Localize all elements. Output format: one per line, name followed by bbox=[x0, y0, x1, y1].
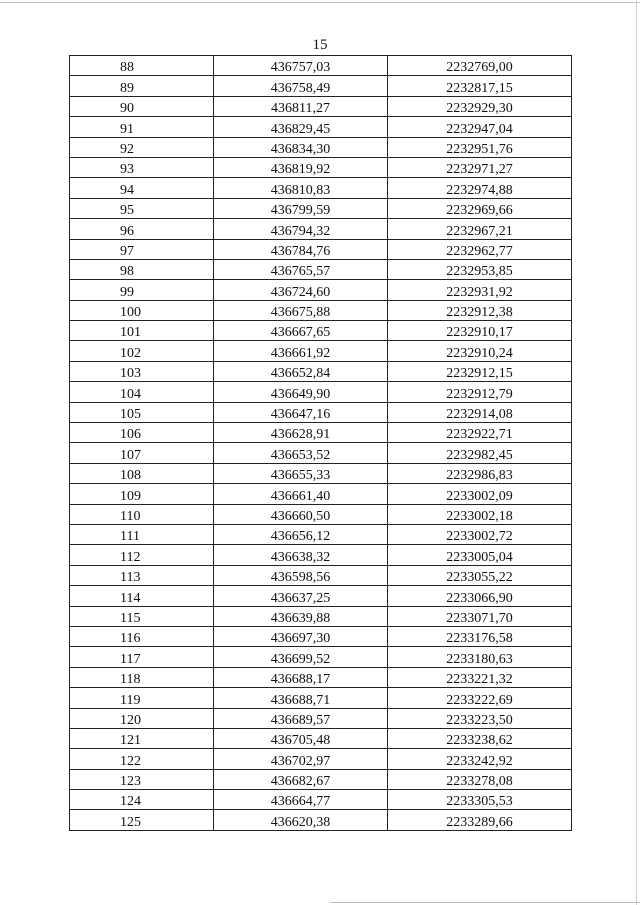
coordinate-x-cell: 436799,59 bbox=[214, 198, 388, 218]
point-number-cell: 95 bbox=[70, 198, 214, 218]
point-number-cell: 101 bbox=[70, 321, 214, 341]
table-row bbox=[70, 361, 572, 381]
point-number-cell: 121 bbox=[70, 728, 214, 748]
scan-edge-top bbox=[0, 2, 640, 3]
table-row bbox=[70, 606, 572, 626]
coordinate-x-cell: 436637,25 bbox=[214, 586, 388, 606]
point-number-cell: 90 bbox=[70, 96, 214, 116]
point-number-cell: 91 bbox=[70, 117, 214, 137]
point-number-cell: 109 bbox=[70, 484, 214, 504]
point-number-cell: 108 bbox=[70, 463, 214, 483]
point-number-cell: 94 bbox=[70, 178, 214, 198]
coordinate-y-cell: 2232947,04 bbox=[388, 117, 572, 137]
coordinate-y-cell: 2233066,90 bbox=[388, 586, 572, 606]
coordinate-y-cell: 2232912,38 bbox=[388, 300, 572, 320]
coordinate-x-cell: 436649,90 bbox=[214, 382, 388, 402]
coordinate-x-cell: 436656,12 bbox=[214, 524, 388, 544]
table-row bbox=[70, 76, 572, 96]
coordinate-x-cell: 436660,50 bbox=[214, 504, 388, 524]
table-row bbox=[70, 117, 572, 137]
coordinate-y-cell: 2233005,04 bbox=[388, 545, 572, 565]
coordinate-y-cell: 2232982,45 bbox=[388, 443, 572, 463]
coordinate-y-cell: 2232969,66 bbox=[388, 198, 572, 218]
coordinate-y-cell: 2232929,30 bbox=[388, 96, 572, 116]
point-number-cell: 99 bbox=[70, 280, 214, 300]
coordinate-y-cell: 2232922,71 bbox=[388, 423, 572, 443]
point-number-cell: 105 bbox=[70, 402, 214, 422]
table-row bbox=[70, 626, 572, 646]
scan-edge-bottom bbox=[330, 902, 640, 903]
coordinate-x-cell: 436682,67 bbox=[214, 769, 388, 789]
coordinate-y-cell: 2232971,27 bbox=[388, 157, 572, 177]
coordinate-y-cell: 2233002,72 bbox=[388, 524, 572, 544]
coordinate-y-cell: 2233238,62 bbox=[388, 728, 572, 748]
coordinate-x-cell: 436661,40 bbox=[214, 484, 388, 504]
table-row bbox=[70, 239, 572, 259]
table-row bbox=[70, 382, 572, 402]
table-row bbox=[70, 667, 572, 687]
coordinate-y-cell: 2232817,15 bbox=[388, 76, 572, 96]
table-row bbox=[70, 484, 572, 504]
coordinate-x-cell: 436724,60 bbox=[214, 280, 388, 300]
point-number-cell: 98 bbox=[70, 259, 214, 279]
coordinate-x-cell: 436638,32 bbox=[214, 545, 388, 565]
coordinate-y-cell: 2232953,85 bbox=[388, 259, 572, 279]
table-row bbox=[70, 565, 572, 585]
coordinate-y-cell: 2233223,50 bbox=[388, 708, 572, 728]
coordinate-y-cell: 2232962,77 bbox=[388, 239, 572, 259]
coordinate-y-cell: 2232912,15 bbox=[388, 361, 572, 381]
coordinate-x-cell: 436794,32 bbox=[214, 219, 388, 239]
coordinate-y-cell: 2233002,09 bbox=[388, 484, 572, 504]
coordinate-y-cell: 2233221,32 bbox=[388, 667, 572, 687]
table-row bbox=[70, 810, 572, 830]
point-number-cell: 103 bbox=[70, 361, 214, 381]
point-number-cell: 120 bbox=[70, 708, 214, 728]
coordinate-x-cell: 436810,83 bbox=[214, 178, 388, 198]
coordinate-x-cell: 436652,84 bbox=[214, 361, 388, 381]
coordinate-x-cell: 436655,33 bbox=[214, 463, 388, 483]
point-number-cell: 104 bbox=[70, 382, 214, 402]
point-number-cell: 112 bbox=[70, 545, 214, 565]
point-number-cell: 106 bbox=[70, 423, 214, 443]
coordinate-y-cell: 2232769,00 bbox=[388, 56, 572, 76]
coordinate-y-cell: 2233055,22 bbox=[388, 565, 572, 585]
table-row bbox=[70, 341, 572, 361]
scan-edge-right bbox=[636, 0, 637, 905]
table-row bbox=[70, 443, 572, 463]
point-number-cell: 122 bbox=[70, 749, 214, 769]
table-row bbox=[70, 96, 572, 116]
table-row bbox=[70, 463, 572, 483]
coordinate-x-cell: 436647,16 bbox=[214, 402, 388, 422]
table-row bbox=[70, 280, 572, 300]
point-number-cell: 125 bbox=[70, 810, 214, 830]
page-number: 15 bbox=[312, 37, 328, 53]
coordinate-x-cell: 436664,77 bbox=[214, 790, 388, 810]
coordinate-x-cell: 436675,88 bbox=[214, 300, 388, 320]
point-number-cell: 116 bbox=[70, 626, 214, 646]
coordinates-table bbox=[69, 55, 572, 831]
point-number-cell: 93 bbox=[70, 157, 214, 177]
point-number-cell: 107 bbox=[70, 443, 214, 463]
table-row bbox=[70, 708, 572, 728]
table-row bbox=[70, 749, 572, 769]
table-row bbox=[70, 647, 572, 667]
table-row bbox=[70, 300, 572, 320]
coordinate-x-cell: 436620,38 bbox=[214, 810, 388, 830]
table-row bbox=[70, 423, 572, 443]
table-row bbox=[70, 259, 572, 279]
coordinate-x-cell: 436598,56 bbox=[214, 565, 388, 585]
coordinate-y-cell: 2233242,92 bbox=[388, 749, 572, 769]
coordinate-y-cell: 2233278,08 bbox=[388, 769, 572, 789]
point-number-cell: 123 bbox=[70, 769, 214, 789]
coordinate-x-cell: 436628,91 bbox=[214, 423, 388, 443]
table-row bbox=[70, 321, 572, 341]
table-row bbox=[70, 157, 572, 177]
point-number-cell: 118 bbox=[70, 667, 214, 687]
coordinate-y-cell: 2233176,58 bbox=[388, 626, 572, 646]
coordinate-y-cell: 2232931,92 bbox=[388, 280, 572, 300]
table-row bbox=[70, 545, 572, 565]
coordinate-y-cell: 2233180,63 bbox=[388, 647, 572, 667]
coordinate-y-cell: 2232974,88 bbox=[388, 178, 572, 198]
coordinate-x-cell: 436757,03 bbox=[214, 56, 388, 76]
table-row bbox=[70, 790, 572, 810]
table-row bbox=[70, 524, 572, 544]
coordinate-y-cell: 2233289,66 bbox=[388, 810, 572, 830]
coordinate-y-cell: 2232910,17 bbox=[388, 321, 572, 341]
coordinate-x-cell: 436653,52 bbox=[214, 443, 388, 463]
coordinate-x-cell: 436699,52 bbox=[214, 647, 388, 667]
point-number-cell: 110 bbox=[70, 504, 214, 524]
table-row bbox=[70, 178, 572, 198]
coordinates-table-body bbox=[70, 56, 572, 831]
table-row bbox=[70, 728, 572, 748]
point-number-cell: 117 bbox=[70, 647, 214, 667]
coordinate-y-cell: 2233222,69 bbox=[388, 688, 572, 708]
coordinate-x-cell: 436689,57 bbox=[214, 708, 388, 728]
coordinate-x-cell: 436758,49 bbox=[214, 76, 388, 96]
coordinate-y-cell: 2232986,83 bbox=[388, 463, 572, 483]
coordinate-y-cell: 2232967,21 bbox=[388, 219, 572, 239]
point-number-cell: 115 bbox=[70, 606, 214, 626]
coordinate-x-cell: 436811,27 bbox=[214, 96, 388, 116]
point-number-cell: 89 bbox=[70, 76, 214, 96]
coordinate-x-cell: 436697,30 bbox=[214, 626, 388, 646]
coordinate-x-cell: 436819,92 bbox=[214, 157, 388, 177]
coordinate-x-cell: 436639,88 bbox=[214, 606, 388, 626]
coordinate-x-cell: 436688,17 bbox=[214, 667, 388, 687]
table-row bbox=[70, 769, 572, 789]
point-number-cell: 113 bbox=[70, 565, 214, 585]
point-number-cell: 96 bbox=[70, 219, 214, 239]
coordinate-x-cell: 436702,97 bbox=[214, 749, 388, 769]
point-number-cell: 100 bbox=[70, 300, 214, 320]
point-number-cell: 92 bbox=[70, 137, 214, 157]
coordinate-y-cell: 2232912,79 bbox=[388, 382, 572, 402]
coordinate-y-cell: 2233071,70 bbox=[388, 606, 572, 626]
point-number-cell: 114 bbox=[70, 586, 214, 606]
point-number-cell: 97 bbox=[70, 239, 214, 259]
table-row bbox=[70, 56, 572, 76]
table-row bbox=[70, 137, 572, 157]
coordinate-y-cell: 2233305,53 bbox=[388, 790, 572, 810]
point-number-cell: 88 bbox=[70, 56, 214, 76]
point-number-cell: 102 bbox=[70, 341, 214, 361]
point-number-cell: 124 bbox=[70, 790, 214, 810]
table-row bbox=[70, 198, 572, 218]
coordinate-x-cell: 436765,57 bbox=[214, 259, 388, 279]
table-row bbox=[70, 586, 572, 606]
point-number-cell: 111 bbox=[70, 524, 214, 544]
coordinate-y-cell: 2232914,08 bbox=[388, 402, 572, 422]
coordinate-y-cell: 2232951,76 bbox=[388, 137, 572, 157]
coordinate-y-cell: 2232910,24 bbox=[388, 341, 572, 361]
coordinate-y-cell: 2233002,18 bbox=[388, 504, 572, 524]
point-number-cell: 119 bbox=[70, 688, 214, 708]
coordinate-x-cell: 436705,48 bbox=[214, 728, 388, 748]
coordinate-x-cell: 436784,76 bbox=[214, 239, 388, 259]
table-row bbox=[70, 219, 572, 239]
coordinate-x-cell: 436829,45 bbox=[214, 117, 388, 137]
table-row bbox=[70, 688, 572, 708]
coordinate-x-cell: 436661,92 bbox=[214, 341, 388, 361]
coordinate-x-cell: 436834,30 bbox=[214, 137, 388, 157]
coordinate-x-cell: 436688,71 bbox=[214, 688, 388, 708]
table-row bbox=[70, 402, 572, 422]
table-row bbox=[70, 504, 572, 524]
coordinate-x-cell: 436667,65 bbox=[214, 321, 388, 341]
